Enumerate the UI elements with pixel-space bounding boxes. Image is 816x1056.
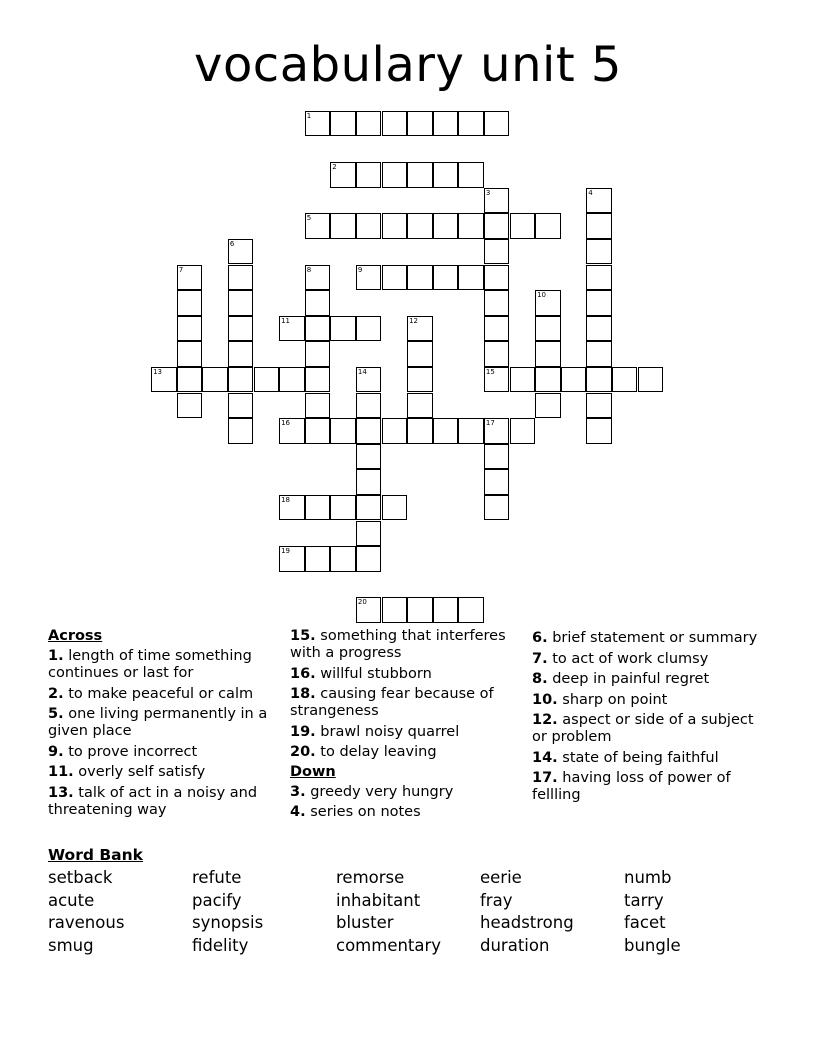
grid-cell[interactable] [356, 521, 382, 547]
grid-cell-12[interactable] [407, 316, 433, 342]
clue-text: to prove incorrect [63, 743, 198, 760]
clue-number: 6 [229, 239, 235, 248]
grid-cell[interactable] [330, 316, 356, 342]
clue-number: 14. [532, 749, 558, 766]
clue-text: to act of work clumsy [547, 650, 709, 667]
grid-cell-7[interactable] [177, 265, 203, 291]
grid-cell[interactable] [535, 341, 561, 367]
grid-cell[interactable] [228, 367, 254, 393]
grid-cell[interactable] [228, 265, 254, 291]
grid-cell[interactable] [356, 162, 382, 188]
grid-cell[interactable] [330, 495, 356, 521]
clue-number: 9. [48, 743, 64, 760]
word-bank-word: tarry [624, 891, 664, 910]
clue-number: 6. [532, 630, 548, 646]
clue-item [532, 671, 764, 688]
grid-cell[interactable] [484, 495, 510, 521]
grid-cell[interactable] [484, 239, 510, 265]
grid-cell[interactable] [586, 341, 612, 367]
grid-cell[interactable] [510, 213, 536, 239]
clue-number: 1. [48, 648, 64, 664]
clue-number: 10. [532, 691, 558, 708]
clue-text: series on notes [305, 804, 421, 820]
clue-number: 15 [485, 367, 495, 376]
clue-number: 12. [532, 712, 558, 728]
grid-cell-1[interactable] [305, 111, 331, 137]
clue-text: causing fear because of strangeness [290, 686, 494, 719]
grid-cell[interactable] [177, 367, 203, 393]
grid-cell[interactable] [458, 162, 484, 188]
clue-text: to make peaceful or calm [63, 685, 254, 702]
grid-cell[interactable] [586, 265, 612, 291]
clue-number: 9 [357, 265, 363, 274]
grid-cell[interactable] [356, 469, 382, 495]
grid-cell[interactable] [305, 393, 331, 419]
grid-cell[interactable] [638, 367, 664, 393]
grid-cell[interactable] [484, 341, 510, 367]
grid-cell[interactable] [279, 367, 305, 393]
word-bank-heading: Word Bank [48, 846, 143, 864]
grid-cell[interactable] [484, 111, 510, 137]
clues-column-1 [48, 628, 273, 822]
clue-text: state of being faithful [557, 749, 719, 766]
clue-number: 18. [290, 686, 316, 702]
grid-cell[interactable] [510, 367, 536, 393]
grid-cell[interactable] [407, 341, 433, 367]
word-bank-word: eerie [480, 868, 522, 887]
page-title: vocabulary unit 5 [194, 37, 622, 93]
grid-cell-5[interactable] [305, 213, 331, 239]
grid-cell[interactable] [382, 213, 408, 239]
clue-number: 2. [48, 685, 64, 702]
grid-cell[interactable] [305, 290, 331, 316]
clue-text: aspect or side of a subject or problem [532, 712, 754, 745]
grid-cell[interactable] [356, 316, 382, 342]
clue-item [48, 764, 273, 781]
clues-column-3 [532, 630, 764, 808]
clues-column-2 [290, 628, 522, 825]
clue-item [290, 628, 522, 662]
grid-cell[interactable] [177, 316, 203, 342]
grid-cell-16[interactable] [279, 418, 305, 444]
clue-number: 5. [48, 706, 64, 722]
grid-cell[interactable] [356, 111, 382, 137]
clue-text: talk of act in a noisy and threatening way [48, 784, 258, 818]
grid-cell[interactable] [177, 393, 203, 419]
clue-text: brief statement or summary [547, 630, 758, 646]
clue-text: sharp on point [557, 691, 668, 708]
clue-item [532, 712, 764, 746]
grid-cell[interactable] [484, 265, 510, 291]
grid-cell[interactable] [305, 546, 331, 572]
grid-cell[interactable] [535, 316, 561, 342]
clue-text: something that interferes with a progress [290, 628, 506, 661]
grid-cell[interactable] [202, 367, 228, 393]
clue-number: 11. [48, 764, 74, 780]
grid-cell-3[interactable] [484, 188, 510, 214]
grid-cell[interactable] [228, 316, 254, 342]
grid-cell[interactable] [458, 418, 484, 444]
grid-cell[interactable] [561, 367, 587, 393]
word-bank-word: duration [480, 936, 550, 955]
clue-item [48, 785, 273, 819]
clue-item [290, 744, 522, 761]
grid-cell[interactable] [330, 546, 356, 572]
clue-number: 5 [306, 214, 312, 223]
clue-text: brawl noisy quarrel [315, 723, 460, 740]
grid-cell[interactable] [510, 418, 536, 444]
grid-cell[interactable] [407, 597, 433, 623]
grid-cell[interactable] [407, 265, 433, 291]
clue-number: 19 [281, 547, 291, 556]
grid-cell[interactable] [586, 290, 612, 316]
grid-cell[interactable] [228, 418, 254, 444]
grid-cell-15[interactable] [484, 367, 510, 393]
clue-number: 4. [290, 804, 306, 820]
grid-cell[interactable] [535, 393, 561, 419]
word-bank-word: inhabitant [336, 891, 421, 910]
grid-cell[interactable] [484, 469, 510, 495]
grid-cell[interactable] [407, 213, 433, 239]
clue-item [290, 804, 522, 821]
word-bank-word: headstrong [480, 913, 574, 932]
grid-cell-19[interactable] [279, 546, 305, 572]
clue-number: 11 [281, 316, 291, 325]
grid-cell[interactable] [433, 597, 459, 623]
clue-text: one living permanently in a given place [48, 706, 268, 739]
grid-cell-4[interactable] [586, 188, 612, 214]
grid-cell[interactable] [382, 162, 408, 188]
grid-cell[interactable] [586, 418, 612, 444]
grid-cell[interactable] [356, 418, 382, 444]
word-bank-word: bungle [624, 936, 681, 955]
clue-text: overly self satisfy [73, 764, 206, 780]
clue-item [532, 750, 764, 767]
grid-cell[interactable] [382, 597, 408, 623]
word-bank-word: pacify [192, 891, 242, 910]
clue-text: greedy very hungry [305, 783, 454, 800]
grid-cell-20[interactable] [356, 597, 382, 623]
grid-cell[interactable] [254, 367, 280, 393]
grid-cell[interactable] [433, 111, 459, 137]
clue-number: 15. [290, 628, 316, 644]
grid-cell[interactable] [382, 495, 408, 521]
clue-item [48, 686, 273, 703]
grid-cell[interactable] [228, 393, 254, 419]
clue-item [48, 744, 273, 761]
clue-number: 7 [178, 265, 184, 274]
grid-cell[interactable] [330, 111, 356, 137]
clue-number: 8. [532, 671, 548, 687]
clue-item [290, 666, 522, 683]
clue-number: 7. [532, 650, 548, 667]
grid-cell[interactable] [535, 213, 561, 239]
grid-cell[interactable] [330, 213, 356, 239]
grid-cell[interactable] [382, 418, 408, 444]
clue-item [48, 706, 273, 740]
word-bank-word: setback [48, 868, 113, 887]
clue-text: having loss of power of fellling [532, 770, 731, 803]
grid-cell-8[interactable] [305, 265, 331, 291]
word-bank-word: fray [480, 891, 513, 910]
clue-number: 13 [153, 367, 163, 376]
grid-cell[interactable] [407, 111, 433, 137]
clue-number: 1 [306, 111, 312, 120]
grid-cell[interactable] [177, 341, 203, 367]
clue-text: deep in painful regret [547, 671, 710, 687]
grid-cell[interactable] [228, 341, 254, 367]
grid-cell-18[interactable] [279, 495, 305, 521]
grid-cell[interactable] [586, 213, 612, 239]
grid-cell[interactable] [484, 290, 510, 316]
grid-cell[interactable] [228, 290, 254, 316]
clue-number: 10 [537, 291, 547, 300]
word-bank-word: smug [48, 936, 94, 955]
grid-cell[interactable] [305, 316, 331, 342]
word-bank-word: numb [624, 868, 672, 887]
grid-cell-9[interactable] [356, 265, 382, 291]
clue-item [532, 770, 764, 804]
across-heading: Across [48, 628, 103, 644]
clue-number: 3 [485, 188, 491, 197]
word-bank-word: commentary [336, 936, 442, 955]
clue-number: 12 [409, 316, 419, 325]
word-bank-word: synopsis [192, 913, 264, 932]
word-bank-word: fidelity [192, 936, 249, 955]
grid-cell[interactable] [382, 265, 408, 291]
grid-cell[interactable] [305, 495, 331, 521]
clue-number: 17 [485, 419, 495, 428]
word-bank-word: ravenous [48, 913, 125, 932]
grid-cell[interactable] [535, 367, 561, 393]
grid-cell[interactable] [586, 316, 612, 342]
clue-number: 13. [48, 784, 74, 801]
grid-cell[interactable] [356, 393, 382, 419]
grid-cell-13[interactable] [151, 367, 177, 393]
clue-item [532, 651, 764, 668]
clue-number: 3. [290, 783, 306, 800]
clue-number: 17. [532, 770, 558, 786]
grid-cell[interactable] [177, 290, 203, 316]
grid-cell[interactable] [484, 316, 510, 342]
down-heading: Down [290, 763, 336, 780]
clue-text: willful stubborn [315, 665, 432, 682]
grid-cell[interactable] [484, 444, 510, 470]
grid-cell[interactable] [433, 418, 459, 444]
grid-cell[interactable] [356, 213, 382, 239]
clue-item [48, 648, 273, 682]
clue-item [290, 724, 522, 741]
grid-cell[interactable] [382, 111, 408, 137]
grid-cell[interactable] [407, 367, 433, 393]
grid-cell-6[interactable] [228, 239, 254, 265]
grid-cell[interactable] [458, 213, 484, 239]
grid-cell[interactable] [433, 265, 459, 291]
grid-cell[interactable] [586, 393, 612, 419]
grid-cell[interactable] [356, 546, 382, 572]
clue-number: 20. [290, 744, 316, 760]
grid-cell[interactable] [330, 418, 356, 444]
clue-number: 16. [290, 665, 316, 682]
clue-number: 14 [357, 367, 367, 376]
word-bank-word: bluster [336, 913, 394, 932]
grid-cell[interactable] [484, 213, 510, 239]
clue-number: 19. [290, 723, 316, 740]
word-bank-word: remorse [336, 868, 405, 887]
clue-text: to delay leaving [315, 744, 437, 760]
grid-cell[interactable] [305, 367, 331, 393]
grid-cell[interactable] [586, 239, 612, 265]
grid-cell[interactable] [305, 418, 331, 444]
clue-item [290, 686, 522, 720]
clue-number: 8 [306, 265, 312, 274]
grid-cell[interactable] [305, 341, 331, 367]
grid-cell[interactable] [458, 597, 484, 623]
grid-cell[interactable] [586, 367, 612, 393]
clue-number: 18 [281, 495, 291, 504]
clue-number: 2 [332, 163, 337, 172]
grid-cell[interactable] [407, 162, 433, 188]
grid-cell-17[interactable] [484, 418, 510, 444]
grid-cell-11[interactable] [279, 316, 305, 342]
clue-text: length of time something continues or last for [48, 648, 252, 681]
clue-item [532, 692, 764, 709]
clue-item [532, 630, 764, 647]
grid-cell[interactable] [407, 393, 433, 419]
grid-cell[interactable] [433, 213, 459, 239]
word-bank-word: refute [192, 868, 242, 887]
grid-cell[interactable] [612, 367, 638, 393]
grid-cell-10[interactable] [535, 290, 561, 316]
grid-cell[interactable] [407, 418, 433, 444]
word-bank-word: facet [624, 913, 666, 932]
grid-cell-2[interactable] [330, 162, 356, 188]
clue-item [290, 784, 522, 801]
grid-cell-14[interactable] [356, 367, 382, 393]
clue-number: 4 [588, 188, 593, 197]
grid-cell[interactable] [356, 444, 382, 470]
grid-cell[interactable] [356, 495, 382, 521]
grid-cell[interactable] [458, 111, 484, 137]
word-bank-word: acute [48, 891, 95, 910]
clue-number: 16 [281, 419, 291, 428]
grid-cell[interactable] [458, 265, 484, 291]
clue-number: 20 [357, 598, 367, 607]
grid-cell[interactable] [433, 162, 459, 188]
